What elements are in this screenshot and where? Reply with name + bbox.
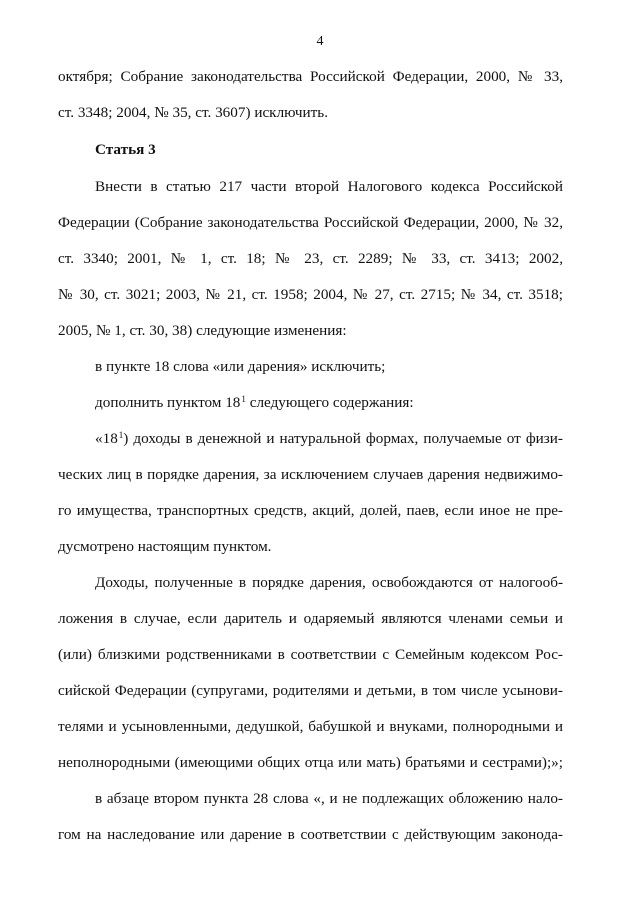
text-line: ст. 3340; 2001, № 1, ст. 18; № 23, ст. 2289; № 33, ст. 3413; 2002,	[58, 250, 563, 267]
text-line: гом на наследование или дарение в соответствии с действующим законода-	[58, 826, 563, 843]
text-line: № 30, ст. 3021; 2003, № 21, ст. 1958; 2004, № 27, ст. 2715; № 34, ст. 3518;	[58, 286, 563, 303]
text-line: Внести в статью 217 части второй Налогового кодекса Российской	[95, 178, 563, 195]
text-line: в абзаце втором пункта 28 слова «, и не подлежащих обложению нало-	[95, 790, 563, 807]
text-line: Федерации (Собрание законодательства Российской Федерации, 2000, № 32,	[58, 214, 563, 231]
text-line: неполнородными (имеющими общих отца или мать) братьями и сестрами);»;	[58, 754, 563, 771]
text-line: Доходы, полученные в порядке дарения, освобождаются от налогооб-	[95, 574, 563, 591]
superscript: 1	[241, 394, 246, 404]
text-fragment: следующего содержания:	[245, 394, 414, 411]
page-number: 4	[316, 34, 324, 49]
text-fragment: дополнить пунктом 18	[95, 394, 241, 411]
superscript: 1	[118, 430, 124, 440]
text-line: телями и усыновленными, дедушкой, бабушкой и внуками, полнородными и	[58, 718, 563, 735]
text-line: сийской Федерации (супругами, родителями и детьми, в том числе усынови-	[58, 682, 563, 699]
text-line: октября; Собрание законодательства Российской Федерации, 2000, № 33,	[58, 68, 563, 85]
text-line: го имущества, транспортных средств, акций, долей, паев, если иное не пре-	[58, 502, 563, 519]
text-line: (или) близкими родственниками в соответствии с Семейным кодексом Рос-	[58, 646, 563, 663]
text-line	[95, 430, 563, 449]
text-fragment: «18	[95, 430, 118, 447]
text-line: в пункте 18 слова «или дарения» исключить;	[95, 358, 386, 375]
text-line	[95, 394, 414, 413]
text-line: дусмотрено настоящим пунктом.	[58, 538, 272, 555]
text-fragment: ) доходы в денежной и натуральной формах, получаемые от физи-	[123, 430, 563, 447]
text-line: ческих лиц в порядке дарения, за исключением случаев дарения недвижимо-	[58, 466, 563, 483]
text-line: ст. 3348; 2004, № 35, ст. 3607) исключить.	[58, 104, 329, 121]
article-heading: Статья 3	[95, 141, 156, 158]
text-line: 2005, № 1, ст. 30, 38) следующие изменения:	[58, 322, 347, 339]
text-line: ложения в случае, если даритель и одаряемый являются членами семьи и	[58, 610, 563, 627]
